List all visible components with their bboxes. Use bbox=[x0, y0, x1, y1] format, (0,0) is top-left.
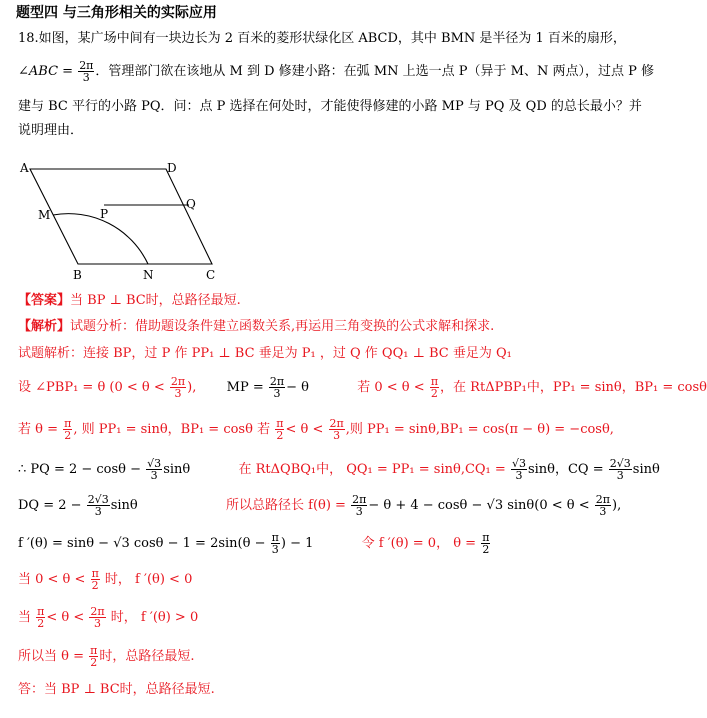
label-d: D bbox=[167, 161, 177, 175]
solution-line-9: 所以当 θ = $\frac{\pi}{2}$ 时，总路径最短. bbox=[18, 644, 195, 669]
rhombus-figure bbox=[16, 158, 246, 282]
solution-line-8: 当 $\frac{\pi}{2}$ < θ < $\frac{2\pi}{3}$ 时， f ′(θ) > 0 bbox=[18, 605, 199, 630]
label-b: B bbox=[73, 268, 82, 282]
analysis-line: 【解析】试题分析：借助题设条件建立函数关系,再运用三角变换的公式求解和探求. bbox=[18, 319, 495, 334]
arc-mn bbox=[53, 214, 148, 264]
solution-line-7: 当 0 < θ < $\frac{\pi}{2}$ 时， f ′(θ) < 0 bbox=[18, 567, 193, 592]
problem-line-1: 18.如图，某广场中间有一块边长为 2 百米的菱形状绿化区 ABCD，其中 BMN 是半径为 1 百米的扇形， bbox=[18, 31, 626, 46]
label-n: N bbox=[143, 268, 154, 282]
label-p: P bbox=[100, 207, 109, 221]
answer-line: 【答案】当 BP ⊥ BC时，总路径最短. bbox=[18, 293, 241, 308]
label-q: Q bbox=[186, 197, 196, 211]
label-a: A bbox=[20, 161, 29, 175]
final-answer-line: 答：当 BP ⊥ BC时，总路径最短. bbox=[18, 682, 215, 697]
solution-line-3: 若 θ = $\frac{\pi}{2}$ , 则 PP₁ = sinθ，BP₁ = cosθ 若 $\frac{\pi}{2}$ < θ < $\frac{2\pi}{3}$ ,则 PP₁ = sinθ,BP₁ = cos(π − θ) = −cosθ, bbox=[18, 417, 614, 442]
label-c: C bbox=[206, 268, 216, 282]
label-m: M bbox=[38, 208, 51, 222]
problem-line-2: ∠ABC = $\frac{2\pi}{3}$ ．管理部门欲在该地从 M 到 D 修建小路：在弧 MN 上选一点 P（异于 M、N 两点），过点 P 修 bbox=[18, 59, 654, 84]
solution-line-5: DQ = 2 − $\frac{2√3}{3}$ sinθ 所以总路径长 f(θ) = $\frac{2\pi}{3}$ − θ + 4 − cosθ − √3 sinθ(0 < θ < $\frac{2\pi}{3}$ ), bbox=[18, 493, 622, 518]
rhombus-abcd bbox=[30, 169, 212, 264]
angle-fraction: $\frac{2\pi}{3}$ bbox=[79, 59, 94, 84]
problem-line-3: 建与 BC 平行的小路 PQ．问：点 P 选择在何处时，才能使得修建的小路 MP 与 PQ 及 QD 的总长最小？并 bbox=[18, 99, 642, 114]
section-title: 题型四 与三角形相关的实际应用 bbox=[16, 5, 217, 21]
solution-line-1: 试题解析：连接 BP，过 P 作 PP₁ ⊥ BC 垂足为 P₁ ，过 Q 作 QQ₁ ⊥ BC 垂足为 Q₁ bbox=[18, 346, 512, 361]
solution-line-4: ∴ PQ = 2 − cosθ − $\frac{√3}{3}$ sinθ 在 RtΔQBQ₁中， QQ₁ = PP₁ = sinθ,CQ₁ = $\frac{√3}{3}$ sinθ，CQ = $\frac{2√3}{3}$ sinθ bbox=[18, 457, 660, 482]
solution-line-6: f ′(θ) = sinθ − √3 cosθ − 1 = 2sin(θ − $\frac{\pi}{3}$ ) − 1 令 f ′(θ) = 0， θ = $\frac{\pi}{2}$ bbox=[18, 531, 490, 556]
solution-line-2: 设 ∠PBP₁ = θ (0 < θ < $\frac{2\pi}{3}$ ), MP = $\frac{2\pi}{3}$ − θ 若 0 < θ < $\frac{\pi}{2}$ ，在 RtΔPBP₁中，PP₁ = sinθ，BP₁ = cosθ bbox=[18, 375, 707, 400]
problem-line-4: 说明理由． bbox=[18, 123, 84, 138]
